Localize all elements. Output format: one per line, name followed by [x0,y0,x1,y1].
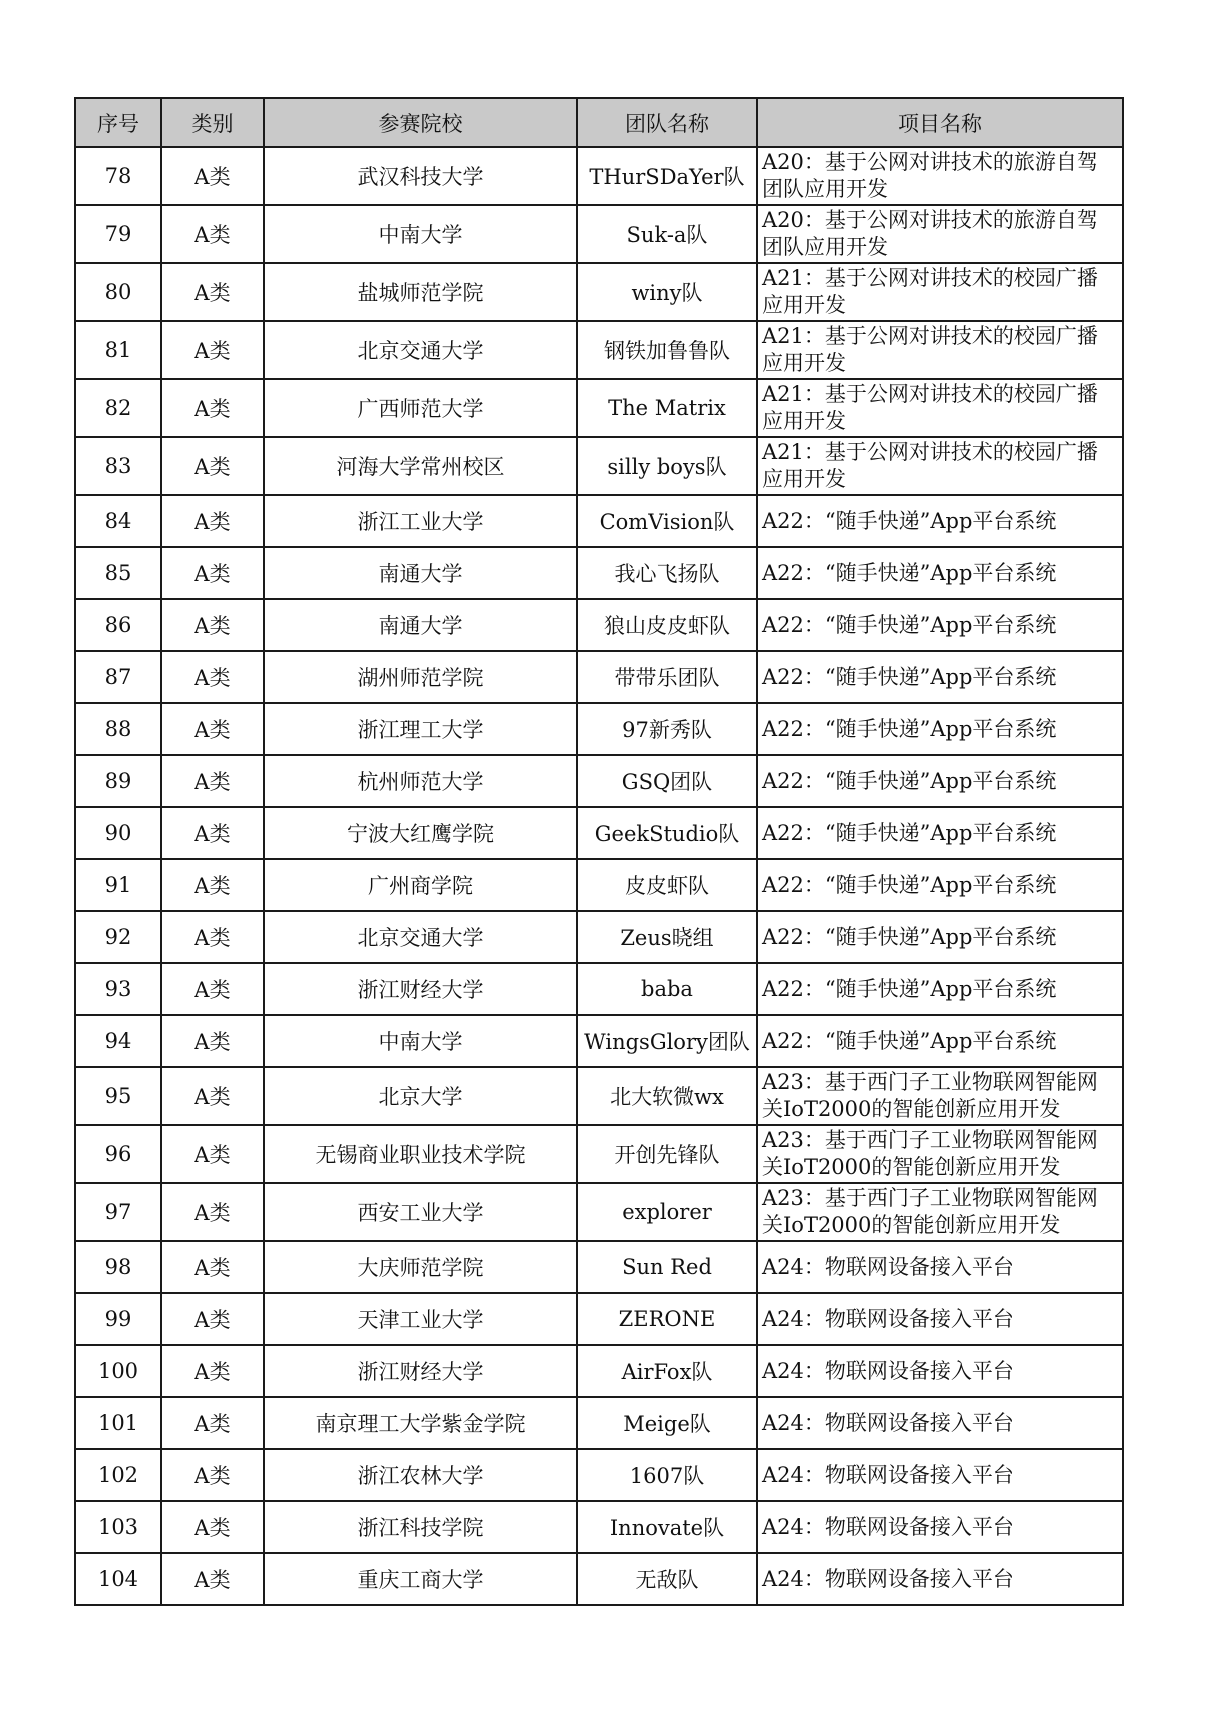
cell-category: A类 [161,1397,264,1449]
cell-team: 97新秀队 [577,703,757,755]
cell-project: A24：物联网设备接入平台 [757,1241,1123,1293]
cell-category: A类 [161,651,264,703]
cell-school: 中南大学 [264,205,577,263]
table-header [75,98,1123,147]
table-row [75,1125,1123,1183]
cell-no: 101 [75,1397,161,1449]
cell-team: GSQ团队 [577,755,757,807]
cell-category: A类 [161,147,264,205]
cell-category: A类 [161,263,264,321]
cell-school: 北京交通大学 [264,911,577,963]
table-row [75,547,1123,599]
table-row [75,703,1123,755]
table-row [75,599,1123,651]
cell-no: 82 [75,379,161,437]
cell-category: A类 [161,1241,264,1293]
table-row [75,205,1123,263]
cell-school: 中南大学 [264,1015,577,1067]
cell-no: 84 [75,495,161,547]
cell-school: 广州商学院 [264,859,577,911]
cell-school: 南通大学 [264,547,577,599]
table-row [75,1345,1123,1397]
cell-project: A22：“随手快递”App平台系统 [757,547,1123,599]
cell-no: 98 [75,1241,161,1293]
cell-no: 83 [75,437,161,495]
cell-school: 南通大学 [264,599,577,651]
table-row [75,1449,1123,1501]
cell-project: A22：“随手快递”App平台系统 [757,1015,1123,1067]
table-row [75,1553,1123,1605]
cell-project: A24：物联网设备接入平台 [757,1553,1123,1605]
cell-no: 78 [75,147,161,205]
table-row [75,1241,1123,1293]
cell-category: A类 [161,1501,264,1553]
cell-no: 102 [75,1449,161,1501]
cell-project: A22：“随手快递”App平台系统 [757,495,1123,547]
cell-team: explorer [577,1183,757,1241]
cell-no: 97 [75,1183,161,1241]
table-row [75,807,1123,859]
cell-team: Zeus晓组 [577,911,757,963]
cell-team: silly boys队 [577,437,757,495]
cell-team: AirFox队 [577,1345,757,1397]
cell-category: A类 [161,321,264,379]
cell-category: A类 [161,963,264,1015]
cell-school: 浙江工业大学 [264,495,577,547]
cell-team: 开创先锋队 [577,1125,757,1183]
cell-category: A类 [161,1067,264,1125]
table-row [75,321,1123,379]
cell-project: A22：“随手快递”App平台系统 [757,703,1123,755]
cell-no: 92 [75,911,161,963]
table-row [75,1015,1123,1067]
results-sheet [74,97,1122,1606]
cell-no: 81 [75,321,161,379]
cell-category: A类 [161,1015,264,1067]
cell-project: A23：基于西门子工业物联网智能网关IoT2000的智能创新应用开发 [757,1067,1123,1125]
cell-project: A24：物联网设备接入平台 [757,1345,1123,1397]
cell-team: GeekStudio队 [577,807,757,859]
table-row [75,1067,1123,1125]
cell-no: 90 [75,807,161,859]
cell-category: A类 [161,1345,264,1397]
table-row [75,1293,1123,1345]
cell-category: A类 [161,437,264,495]
cell-project: A23：基于西门子工业物联网智能网关IoT2000的智能创新应用开发 [757,1183,1123,1241]
cell-project: A22：“随手快递”App平台系统 [757,911,1123,963]
table-row [75,651,1123,703]
cell-no: 99 [75,1293,161,1345]
cell-project: A20：基于公网对讲技术的旅游自驾团队应用开发 [757,205,1123,263]
cell-no: 86 [75,599,161,651]
team-table [74,97,1124,1606]
cell-school: 浙江理工大学 [264,703,577,755]
cell-no: 93 [75,963,161,1015]
cell-category: A类 [161,859,264,911]
cell-school: 武汉科技大学 [264,147,577,205]
cell-team: THurSDaYer队 [577,147,757,205]
cell-school: 重庆工商大学 [264,1553,577,1605]
table-row [75,1501,1123,1553]
table-row [75,495,1123,547]
cell-project: A21：基于公网对讲技术的校园广播应用开发 [757,379,1123,437]
cell-project: A22：“随手快递”App平台系统 [757,651,1123,703]
cell-category: A类 [161,495,264,547]
header-row [75,98,1123,147]
cell-team: Meige队 [577,1397,757,1449]
header-category: 类别 [161,98,264,147]
cell-no: 85 [75,547,161,599]
cell-category: A类 [161,1449,264,1501]
cell-no: 104 [75,1553,161,1605]
cell-school: 北京大学 [264,1067,577,1125]
table-row [75,379,1123,437]
header-school: 参赛院校 [264,98,577,147]
cell-team: 带带乐团队 [577,651,757,703]
cell-category: A类 [161,1125,264,1183]
cell-project: A20：基于公网对讲技术的旅游自驾团队应用开发 [757,147,1123,205]
table-row [75,755,1123,807]
cell-no: 91 [75,859,161,911]
cell-school: 宁波大红鹰学院 [264,807,577,859]
cell-school: 北京交通大学 [264,321,577,379]
cell-team: The Matrix [577,379,757,437]
cell-school: 无锡商业职业技术学院 [264,1125,577,1183]
cell-category: A类 [161,807,264,859]
cell-team: Suk-a队 [577,205,757,263]
cell-project: A24：物联网设备接入平台 [757,1501,1123,1553]
cell-project: A22：“随手快递”App平台系统 [757,755,1123,807]
cell-category: A类 [161,547,264,599]
cell-category: A类 [161,1183,264,1241]
cell-team: 钢铁加鲁鲁队 [577,321,757,379]
cell-no: 79 [75,205,161,263]
cell-project: A24：物联网设备接入平台 [757,1293,1123,1345]
table-row [75,1397,1123,1449]
cell-project: A24：物联网设备接入平台 [757,1397,1123,1449]
cell-school: 湖州师范学院 [264,651,577,703]
cell-school: 浙江农林大学 [264,1449,577,1501]
cell-category: A类 [161,1553,264,1605]
table-row [75,963,1123,1015]
cell-project: A22：“随手快递”App平台系统 [757,599,1123,651]
table-row [75,859,1123,911]
cell-project: A21：基于公网对讲技术的校园广播应用开发 [757,263,1123,321]
table-row [75,263,1123,321]
cell-project: A24：物联网设备接入平台 [757,1449,1123,1501]
cell-no: 89 [75,755,161,807]
cell-team: Innovate队 [577,1501,757,1553]
cell-team: 北大软微wx [577,1067,757,1125]
cell-team: winy队 [577,263,757,321]
cell-no: 94 [75,1015,161,1067]
table-row [75,437,1123,495]
cell-school: 浙江财经大学 [264,963,577,1015]
cell-team: baba [577,963,757,1015]
cell-category: A类 [161,911,264,963]
cell-school: 浙江科技学院 [264,1501,577,1553]
cell-team: ComVision队 [577,495,757,547]
table-row [75,147,1123,205]
cell-school: 盐城师范学院 [264,263,577,321]
cell-school: 广西师范大学 [264,379,577,437]
cell-team: 无敌队 [577,1553,757,1605]
header-no: 序号 [75,98,161,147]
cell-no: 80 [75,263,161,321]
cell-school: 天津工业大学 [264,1293,577,1345]
cell-no: 88 [75,703,161,755]
cell-project: A21：基于公网对讲技术的校园广播应用开发 [757,321,1123,379]
cell-category: A类 [161,379,264,437]
cell-school: 大庆师范学院 [264,1241,577,1293]
cell-team: Sun Red [577,1241,757,1293]
cell-school: 杭州师范大学 [264,755,577,807]
cell-project: A22：“随手快递”App平台系统 [757,963,1123,1015]
cell-school: 河海大学常州校区 [264,437,577,495]
cell-school: 南京理工大学紫金学院 [264,1397,577,1449]
cell-project: A23：基于西门子工业物联网智能网关IoT2000的智能创新应用开发 [757,1125,1123,1183]
cell-no: 103 [75,1501,161,1553]
header-project: 项目名称 [757,98,1123,147]
cell-no: 87 [75,651,161,703]
cell-team: 我心飞扬队 [577,547,757,599]
cell-project: A22：“随手快递”App平台系统 [757,859,1123,911]
table-row [75,1183,1123,1241]
cell-category: A类 [161,205,264,263]
table-body [75,147,1123,1605]
cell-team: ZERONE [577,1293,757,1345]
cell-category: A类 [161,755,264,807]
cell-project: A21：基于公网对讲技术的校园广播应用开发 [757,437,1123,495]
cell-team: 1607队 [577,1449,757,1501]
cell-no: 100 [75,1345,161,1397]
cell-team: WingsGlory团队 [577,1015,757,1067]
cell-category: A类 [161,703,264,755]
header-team: 团队名称 [577,98,757,147]
cell-category: A类 [161,599,264,651]
cell-school: 西安工业大学 [264,1183,577,1241]
cell-project: A22：“随手快递”App平台系统 [757,807,1123,859]
cell-school: 浙江财经大学 [264,1345,577,1397]
cell-team: 狼山皮皮虾队 [577,599,757,651]
table-row [75,911,1123,963]
cell-no: 96 [75,1125,161,1183]
cell-team: 皮皮虾队 [577,859,757,911]
cell-category: A类 [161,1293,264,1345]
cell-no: 95 [75,1067,161,1125]
